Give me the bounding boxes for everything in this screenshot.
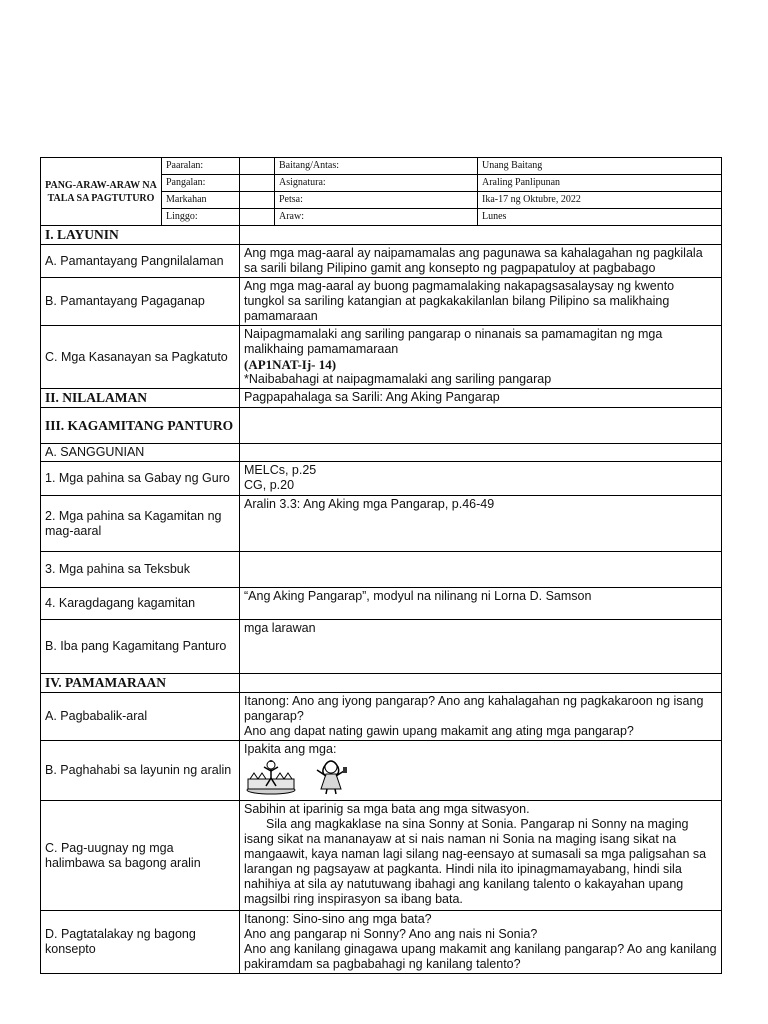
header-value: Lunes — [478, 209, 722, 226]
section-heading: I. LAYUNIN — [41, 226, 240, 245]
instruction-text: Ipakita ang mga: — [244, 742, 337, 756]
row-label: 4. Karagdagang kagamitan — [41, 588, 240, 620]
row-content — [240, 911, 722, 974]
row-label: D. Pagtatalakay ng bagong konsepto — [41, 911, 240, 974]
document-title: PANG-ARAW-ARAW NA TALA SA PAGTUTURO — [41, 158, 162, 226]
row-label: A. Pagbabalik-aral — [41, 693, 240, 741]
row-label: C. Mga Kasanayan sa Pagkatuto — [41, 326, 240, 389]
row-content: Ang mga mag-aaral ay naipamamalas ang pagunawa sa kahalagahan ng pagkilala sa sarili bilang Pilipino gamit ang konsepto ng pagpapatuloy at pagbabago — [240, 245, 722, 278]
row-content: Pagpapahalaga sa Sarili: Ang Aking Pangarap — [240, 389, 722, 408]
header-label: Linggo: — [162, 209, 240, 226]
table-row — [41, 278, 722, 326]
table-row — [41, 245, 722, 278]
row-content — [240, 552, 722, 588]
header-label: Petsa: — [275, 192, 478, 209]
table-row — [41, 552, 722, 588]
table-row — [41, 326, 722, 389]
section-heading: II. NILALAMAN — [41, 389, 240, 408]
instruction-text: Sabihin at iparinig sa mga bata ang mga sitwasyon. — [244, 802, 530, 816]
row-content: mga larawan — [240, 620, 722, 674]
question-text: Itanong: Ano ang iyong pangarap? Ano ang kahalagahan ng pagkakaroon ng isang pangarap? — [244, 694, 704, 723]
row-content — [240, 741, 722, 801]
empty-cell — [240, 226, 722, 245]
reference-line: CG, p.20 — [244, 478, 295, 492]
section-heading: III. KAGAMITANG PANTURO — [41, 408, 240, 444]
header-value — [240, 192, 275, 209]
table-row — [41, 801, 722, 911]
header-label: Paaralan: — [162, 158, 240, 175]
question-text: Ano ang dapat nating gawin upang makamit ang ating mga pangarap? — [244, 724, 634, 738]
row-label: C. Pag-uugnay ng mga halimbawa sa bagong aralin — [41, 801, 240, 911]
header-label: Araw: — [275, 209, 478, 226]
header-label: Baitang/Antas: — [275, 158, 478, 175]
dancing-boy-illustration — [244, 759, 298, 795]
table-row — [41, 588, 722, 620]
row-content — [240, 462, 722, 496]
question-text: Ano ang kanilang ginagawa upang makamit ang kanilang pangarap? Ao ang kanilang pakiramdam sa pagbabahagi ng kanilang talento? — [244, 942, 717, 971]
table-row — [41, 741, 722, 801]
empty-cell — [240, 674, 722, 693]
table-row — [41, 620, 722, 674]
row-label: A. Pamantayang Pangnilalaman — [41, 245, 240, 278]
header-value — [240, 209, 275, 226]
row-label: B. Pamantayang Pagaganap — [41, 278, 240, 326]
table-row — [41, 496, 722, 552]
section-heading: IV. PAMAMARAAN — [41, 674, 240, 693]
section-row — [41, 226, 722, 245]
row-label: A. SANGGUNIAN — [41, 444, 240, 462]
table-row — [41, 693, 722, 741]
header-label: Asignatura: — [275, 175, 478, 192]
header-value — [240, 175, 275, 192]
section-row — [41, 408, 722, 444]
header-label: Pangalan: — [162, 175, 240, 192]
header-label: Markahan — [162, 192, 240, 209]
header-value: Unang Baitang — [478, 158, 722, 175]
section-row — [41, 389, 722, 408]
table-row — [41, 444, 722, 462]
singing-girl-illustration — [304, 759, 358, 795]
row-content — [240, 693, 722, 741]
reference-line: MELCs, p.25 — [244, 463, 317, 477]
lesson-table — [40, 225, 722, 974]
table-row — [41, 911, 722, 974]
row-label: B. Iba pang Kagamitang Panturo — [41, 620, 240, 674]
row-label: 1. Mga pahina sa Gabay ng Guro — [41, 462, 240, 496]
table-row — [41, 462, 722, 496]
header-row — [41, 158, 722, 175]
header-value: Ika-17 ng Oktubre, 2022 — [478, 192, 722, 209]
header-value — [240, 158, 275, 175]
row-label: B. Paghahabi sa layunin ng aralin — [41, 741, 240, 801]
question-text: Ano ang pangarap ni Sonny? Ano ang nais ni Sonia? — [244, 927, 538, 941]
competency-text: Naipagmamalaki ang sariling pangarap o ninanais sa pamamagitan ng mga malikhaing pamamamaraan — [244, 327, 663, 356]
empty-cell — [240, 444, 722, 462]
row-label: 3. Mga pahina sa Teksbuk — [41, 552, 240, 588]
row-content — [240, 801, 722, 911]
row-content — [240, 326, 722, 389]
row-label: 2. Mga pahina sa Kagamitan ng mag-aaral — [41, 496, 240, 552]
lesson-plan-page — [40, 157, 721, 974]
illustrations — [244, 759, 717, 795]
row-content: “Ang Aking Pangarap”, modyul na nilinang ni Lorna D. Samson — [240, 588, 722, 620]
header-value: Araling Panlipunan — [478, 175, 722, 192]
row-content: Ang mga mag-aaral ay buong pagmamalaking nakapagsasalaysay ng kwento tungkol sa sariling katangian at pagkakakilanlan bilang Pilipino sa malikhaing pamamaraan — [240, 278, 722, 326]
header-table — [40, 157, 722, 226]
competency-subtext: *Naibabahagi at naipagmamalaki ang sariling pangarap — [244, 372, 552, 386]
section-row — [41, 674, 722, 693]
row-content: Aralin 3.3: Ang Aking mga Pangarap, p.46-49 — [240, 496, 722, 552]
question-text: Itanong: Sino-sino ang mga bata? — [244, 912, 432, 926]
story-paragraph: Sila ang magkaklase na sina Sonny at Sonia. Pangarap ni Sonny na maging isang sikat na mananayaw at si nais naman ni Sonia na maging isang sikat na mangaawit, kaya naman lagi silang nag-eensayo at sumasali sa mga paligsahan sa larangan ng pagsayaw at pagkanta. Hindi nila ito ipinagmamayabang, hindi sila nahihiya at sila ay natutuwang ibahagi ang kanilang talento o kakayahan upang magsilbi ring inspirasyon sa ibang bata. — [244, 817, 707, 906]
competency-code: (AP1NAT-Ij- 14) — [244, 357, 337, 372]
empty-cell — [240, 408, 722, 444]
